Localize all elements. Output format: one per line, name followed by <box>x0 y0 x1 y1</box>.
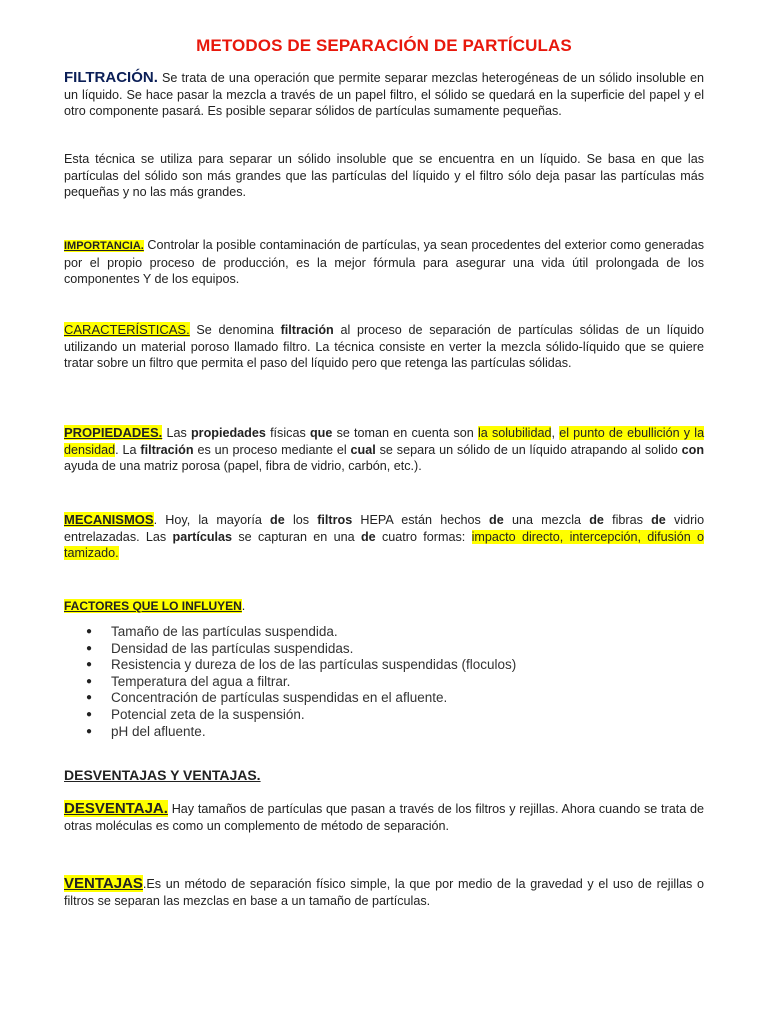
propiedades-text-8: ayuda de una matriz porosa (papel, fibra de vidrio, carbón, etc.). <box>64 459 422 474</box>
propiedades-text-6: es un proceso mediante el <box>197 442 347 457</box>
mecanismos-bold-7: de <box>360 529 376 544</box>
caracteristicas-paragraph <box>64 322 704 372</box>
ventajas-heading-dot: . <box>142 877 147 891</box>
page-title: METODOS DE SEPARACIÓN DE PARTÍCULAS <box>196 36 572 55</box>
list-item <box>64 674 704 691</box>
mecanismos-text-3: HEPA están hechos <box>360 513 481 527</box>
importancia-text: Controlar la posible contaminación de partículas, ya sean procedentes del exterior como generadas por el propio proceso de producción, es la mejor fórmula para asegurar una vida útil prolongada de los componentes Y de los equipos. <box>64 238 704 287</box>
propiedades-text-4: , <box>551 426 555 440</box>
propiedades-bold-2: que <box>309 426 333 440</box>
importancia-paragraph <box>64 237 704 288</box>
desventajas-ventajas-heading-line <box>64 767 704 785</box>
propiedades-text-2: físicas <box>270 426 306 440</box>
propiedades-text-3: se toman en cuenta son <box>336 426 474 440</box>
propiedades-text-1: Las <box>166 426 187 440</box>
mecanismos-bold-2: filtros <box>317 513 353 527</box>
desventaja-heading: DESVENTAJA. <box>64 800 168 817</box>
bullet-icon: ● <box>86 642 93 654</box>
importancia-heading: IMPORTANCIA. <box>64 240 144 252</box>
propiedades-highlight-1: la solubilidad <box>477 426 552 440</box>
mecanismos-bold-3: de <box>489 513 504 527</box>
filtracion-text: Se trata de una operación que permite separar mezclas heterogéneas de un sólido insoluble en un líquido. Se hace pasar la mezcla a través de un papel filtro, el sólido se quedará en la superficie del papel y el otro componente pasará. Es posible separar sólidos de partículas sumamente pequeñas. <box>64 71 704 119</box>
ventajas-paragraph <box>64 876 704 909</box>
ventajas-heading: VENTAJAS <box>64 875 143 892</box>
filtracion-heading: FILTRACIÓN. <box>64 69 158 86</box>
list-item-text: Concentración de partículas suspendidas en el afluente. <box>111 690 448 706</box>
ventajas-text: Es un método de separación físico simple, la que por medio de la gravedad y el uso de rejillas o filtros se separan las mezclas en base a un tamaño de partículas. <box>64 877 704 908</box>
mecanismos-text-8: cuatro formas: <box>381 529 466 544</box>
list-item-text: Potencial zeta de la suspensión. <box>111 706 305 722</box>
propiedades-bold-5: con <box>681 442 705 457</box>
factores-heading: FACTORES QUE LO INFLUYEN <box>64 599 242 613</box>
mecanismos-text-4: una mezcla <box>511 513 582 527</box>
propiedades-text-7: se separa un sólido de un líquido atrapando al solido <box>379 442 678 457</box>
propiedades-text-5: . La <box>115 442 137 457</box>
list-item <box>64 641 704 658</box>
propiedades-highlight-2: el punto de ebullición y la densidad <box>64 426 705 457</box>
list-item-text: Temperatura del agua a filtrar. <box>111 673 291 689</box>
desventajas-ventajas-heading: DESVENTAJAS Y VENTAJAS. <box>64 767 261 783</box>
propiedades-heading: PROPIEDADES. <box>64 425 163 440</box>
list-item-text: Tamaño de las partículas suspendida. <box>111 624 338 639</box>
mecanismos-bold-6: partículas <box>172 529 233 544</box>
propiedades-paragraph <box>64 425 704 475</box>
list-item <box>64 690 704 707</box>
list-item-text: pH del afluente. <box>111 723 206 739</box>
list-item-text: Resistencia y dureza de los de las partículas suspendidas (floculos) <box>111 657 517 673</box>
bullet-icon: ● <box>86 659 93 671</box>
mecanismos-text-6: vidrio entrelazadas. Las <box>64 513 705 544</box>
mecanismos-bold-5: de <box>651 513 666 527</box>
mecanismos-highlight: impacto directo, intercepción, difusión o tamizado. <box>64 529 705 561</box>
factores-heading-line <box>64 598 704 615</box>
mecanismos-bold-1: de <box>270 513 285 527</box>
propiedades-bold-1: propiedades <box>190 426 266 440</box>
propiedades-bold-3: filtración <box>140 442 194 457</box>
factores-heading-dot: . <box>241 599 246 613</box>
mecanismos-text-1: . Hoy, la mayoría <box>153 513 262 527</box>
propiedades-bold-4: cual <box>350 442 376 457</box>
list-item <box>64 707 704 724</box>
filtracion-paragraph-2: Esta técnica se utiliza para separar un sólido insoluble que se encuentra en un líquido. Se basa en que las partículas del sólido son más grandes que las partículas del líquido y el filtro sólo deja pasar las partículas más pequeñas y no las más grandes. <box>64 152 704 200</box>
desventaja-text: Hay tamaños de partículas que pasan a través de los filtros y rejillas. Ahora cuando se trata de otras moléculas es como un complemento de método de separación. <box>64 802 704 833</box>
filtracion-paragraph <box>64 70 704 120</box>
bullet-icon: ● <box>86 725 93 737</box>
mecanismos-text-2: los <box>292 513 310 527</box>
mecanismos-bold-4: de <box>589 513 604 527</box>
caracteristicas-heading: CARACTERÍSTICAS. <box>64 322 190 337</box>
list-item-text: Densidad de las partículas suspendidas. <box>111 640 354 656</box>
factores-list <box>64 624 704 740</box>
mecanismos-text-7: se capturan en una <box>238 529 355 544</box>
list-item <box>64 657 704 674</box>
caracteristicas-text-2: al proceso de separación de partículas sólidas de un líquido utilizando un material poroso llamado filtro. La técnica consiste en verter la mezcla sólido-líquido que se quiere tratar sobre un filtro que permita el paso del líquido pero que retenga las partículas sólidas. <box>64 323 705 371</box>
list-item <box>64 724 704 741</box>
bullet-icon: ● <box>86 692 93 704</box>
mecanismos-text-5: fibras <box>612 513 643 527</box>
caracteristicas-text-1: Se denomina <box>196 323 274 337</box>
bullet-icon: ● <box>86 708 93 720</box>
mecanismos-heading: MECANISMOS <box>64 512 154 527</box>
desventaja-paragraph <box>64 801 704 834</box>
bullet-icon: ● <box>86 626 93 637</box>
mecanismos-paragraph <box>64 512 704 562</box>
caracteristicas-bold-1: filtración <box>280 323 334 337</box>
list-item <box>64 624 704 641</box>
bullet-icon: ● <box>86 675 93 687</box>
